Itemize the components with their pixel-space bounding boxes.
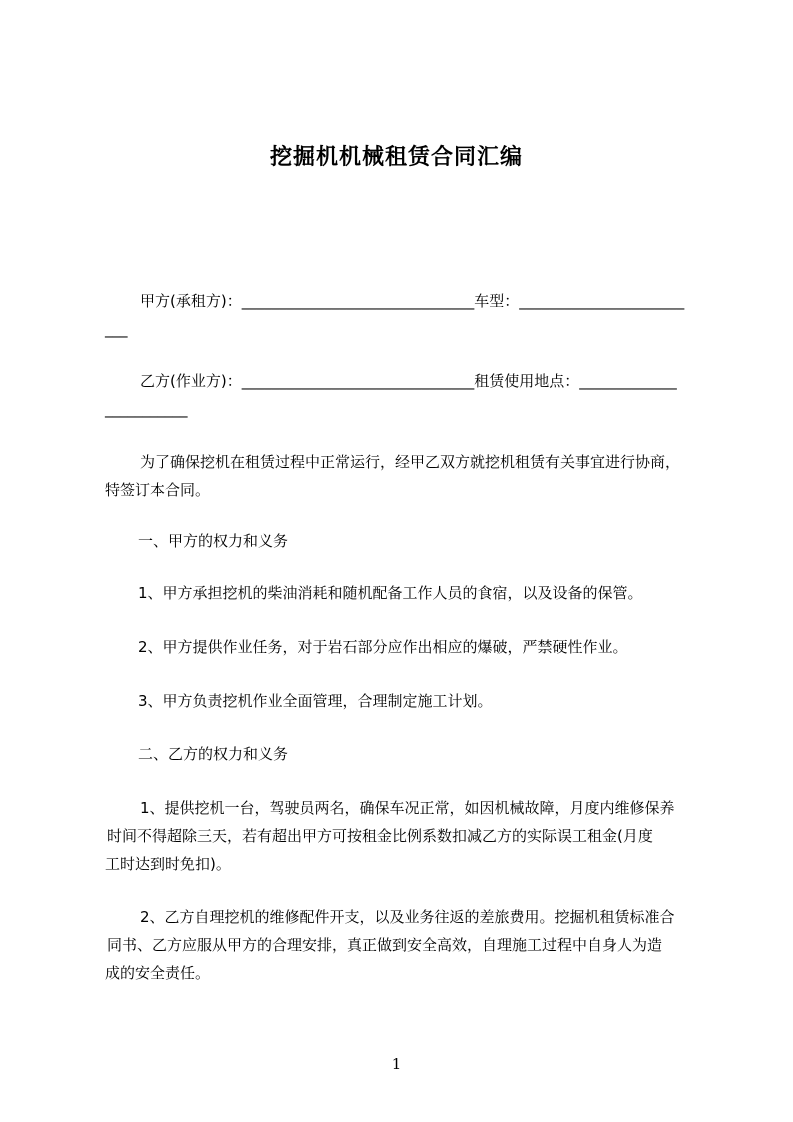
section-2-item-1-line-3: 工时达到时免扣)。 [105,855,231,873]
section-2-heading: 二、乙方的权力和义务 [138,745,289,763]
section-2-item-2-line-2: 同书、乙方应服从甲方的合理安排，真正做到安全高效，自理施工过程中自身人为造 [107,936,663,954]
section-2-item-1-line-1: 1、提供挖机一台，驾驶员两名，确保车况正常，如因机械故障，月度内维修保养 [140,799,675,817]
section-2-item-2-line-1: 2、乙方自理挖机的维修配件开支，以及业务往返的差旅费用。挖掘机租赁标准合 [140,908,675,926]
section-1-item-2: 2、甲方提供作业任务，对于岩石部分应作出相应的爆破，严禁硬性作业。 [138,638,628,656]
document-title: 挖掘机机械租赁合同汇编 [269,145,523,170]
section-1-item-1: 1、甲方承担挖机的柴油消耗和随机配备工作人员的食宿，以及设备的保管。 [138,584,643,602]
section-2-item-1-line-2: 时间不得超除三天，若有超出甲方可按租金比例系数扣减乙方的实际误工租金(月度 [107,827,653,845]
party-b-line-continuation: ___________ [105,400,188,418]
party-a-line-continuation: ___ [105,320,128,338]
section-1-heading: 一、甲方的权力和义务 [138,532,289,550]
page-number: 1 [391,1055,402,1073]
party-a-line: 甲方(承租方)：_______________________________车型：______________________ [140,292,685,310]
party-b-line: 乙方(作业方)：_______________________________租赁使用地点：_____________ [140,372,677,390]
intro-paragraph-line-2: 特签订本合同。 [105,481,211,499]
section-1-item-3: 3、甲方负责挖机作业全面管理，合理制定施工计划。 [138,692,493,710]
section-2-item-2-line-3: 成的安全责任。 [105,964,211,982]
intro-paragraph-line-1: 为了确保挖机在租赁过程中正常运行，经甲乙双方就挖机租赁有关事宜进行协商， [140,453,681,471]
